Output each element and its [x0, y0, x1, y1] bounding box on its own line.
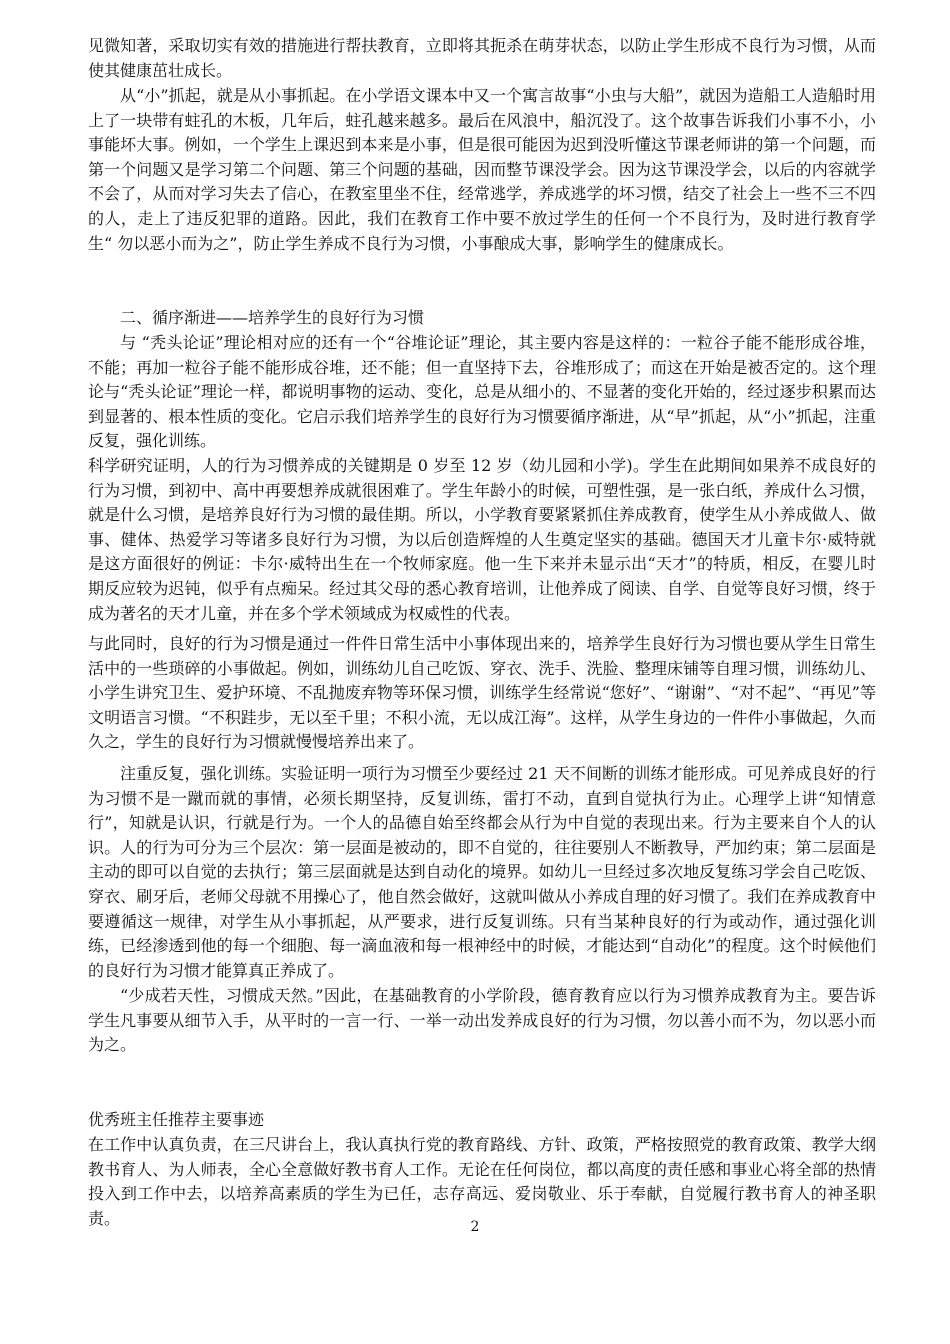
paragraph-daily-habits: 与此同时，良好的行为习惯是通过一件件日常生活中小事体现出来的，培养学生良好行为习惯也要从学生日常生活中的一些琐碎的小事做起。例如，训练幼儿自己吃饭、穿衣、洗手、洗脸、整理床铺等自理习惯，训练幼儿、小学生讲究卫生、爱护环境、不乱抛废弃物等环保习惯，训练学生经常说“您好”、“谢谢”、“对不起”、“再见”等文明语言习惯。“不积跬步，无以至千里；不积小流，无以成江海”。这样，从学生身边的一件件小事做起，久而久之，学生的良好行为习惯就慢慢培养出来了。	[88, 634, 876, 752]
section-heading-gradual: 二、循序渐进——培养学生的良好行为习惯	[120, 308, 425, 327]
paragraph-repetition: 注重反复，强化训练。实验证明一项行为习惯至少要经过 21 天不间断的训练才能形成。可见养成良好的行为习惯不是一蹴而就的事情，必须长期坚持，反复训练，雷打不动，直到自觉执行为止。心理学上讲“知情意行”，知就是认识，行就是行为。一个人的品德自始至终都会从行为中自觉的表现出来。行为主要来自个人的认识。人的行为可分为三个层次：第一层面是被动的，即不自觉的，往往要别人不断教导，严加约束；第二层面是主动的即可以自觉的去执行；第三层面就是达到自动化的境界。如幼儿一旦经过多次地反复练习学会自己吃饭、穿衣、刷牙后，老师父母就不用操心了，他自然会做好，这就叫做从小养成自理的好习惯了。我们在养成教育中要遵循这一规律，对学生从小事抓起，从严要求，进行反复训练。只有当某种良好的行为或动作，通过强化训练，已经渗透到他的每一个细胞、每一滴血液和每一根神经中的时候，才能达到“自动化”的程度。这个时候他们的良好行为习惯才能算真正养成了。	[88, 764, 876, 980]
paragraph-award-deeds: 在工作中认真负责，在三尺讲台上，我认真执行党的教育路线、方针、政策，严格按照党的教育政策、教学大纲教书育人、为人师表，全心全意做好教书育人工作。无论在任何岗位，都以高度的责任感和事业心将全部的热情投入到工作中去，以培养高素质的学生为已任，志存高远、爱岗敬业、乐于奉献，自觉履行教书育人的神圣职责。	[88, 1135, 876, 1228]
paragraph-key-period: 科学研究证明，人的行为习惯养成的关键期是 0 岁至 12 岁（幼儿园和小学)。学生在此期间如果养不成良好的行为习惯，到初中、高中再要想养成就很困难了。学生年龄小的时候，可塑性强，是一张白纸，养成什么习惯，就是什么习惯，是培养良好行为习惯的最佳期。所以，小学教育要紧紧抓住养成教育，使学生从小养成做人、做事、健体、热爱学习等诸多良好行为习惯，为以后创造辉煌的人生奠定坚实的基础。德国天才儿童卡尔·威特就是这方面很好的例证：卡尔·威特出生在一个牧师家庭。他一生下来并未显示出“天才”的特质，相反，在婴儿时期反应较为迟钝，似乎有点痴呆。经过其父母的悉心教育培训，让他养成了阅读、自学、自觉等良好习惯，终于成为著名的天才儿童，并在多个学术领域成为权威性的代表。	[88, 456, 876, 623]
award-heading: 优秀班主任推荐主要事迹	[88, 1110, 265, 1129]
paragraph-grain-heap: 与 “秃头论证”理论相对应的还有一个“谷堆论证”理论，其主要内容是这样的：一粒谷子能不能形成谷堆，不能；再加一粒谷子能不能形成谷堆，还不能；但一直坚持下去，谷堆形成了；而这在开始是被否定的。这个理论与“秃头论证”理论一样，都说明事物的运动、变化，总是从细小的、不显著的变化开始的，经过逐步积累而达到显著的、根本性质的变化。它启示我们培养学生的良好行为习惯要循序渐进，从“早”抓起，从“小”抓起，注重反复，强化训练。	[88, 333, 876, 451]
page-number: 2	[470, 1219, 480, 1235]
paragraph-small-things: 从“小”抓起，就是从小事抓起。在小学语文课本中又一个寓言故事“小虫与大船”，就因为造船工人造船时用上了一块带有蛀孔的木板，几年后，蛀孔越来越多。最后在风浪中，船沉没了。这个故事告诉我们小事不小，小事能坏大事。例如，一个学生上课迟到本来是小事，但是很可能因为迟到没听懂这节课老师讲的第一个问题，而第一个问题又是学习第二个问题、第三个问题的基础，因而整节课没学会。因为这节课没学会，以后的内容就学不会了，从而对学习失去了信心，在教室里坐不住，经常逃学，养成逃学的坏习惯，结交了社会上一些不三不四的人，走上了违反犯罪的道路。因此，我们在教育工作中要不放过学生的任何一个不良行为，及时进行教育学生“ 勿以恶小而为之”，防止学生养成不良行为习惯，小事酿成大事，影响学生的健康成长。	[88, 86, 876, 253]
paragraph-continuation: 见微知著，采取切实有效的措施进行帮扶教育，立即将其扼杀在萌芽状态，以防止学生形成不良行为习惯，从而使其健康茁壮成长。	[88, 36, 876, 80]
paragraph-conclusion: “少成若天性，习惯成天然。”因此，在基础教育的小学阶段，德育教育应以行为习惯养成教育为主。要告诉学生凡事要从细节入手，从平时的一言一行、一举一动出发养成良好的行为习惯，勿以善小而不为，勿以恶小而为之。	[88, 986, 876, 1055]
